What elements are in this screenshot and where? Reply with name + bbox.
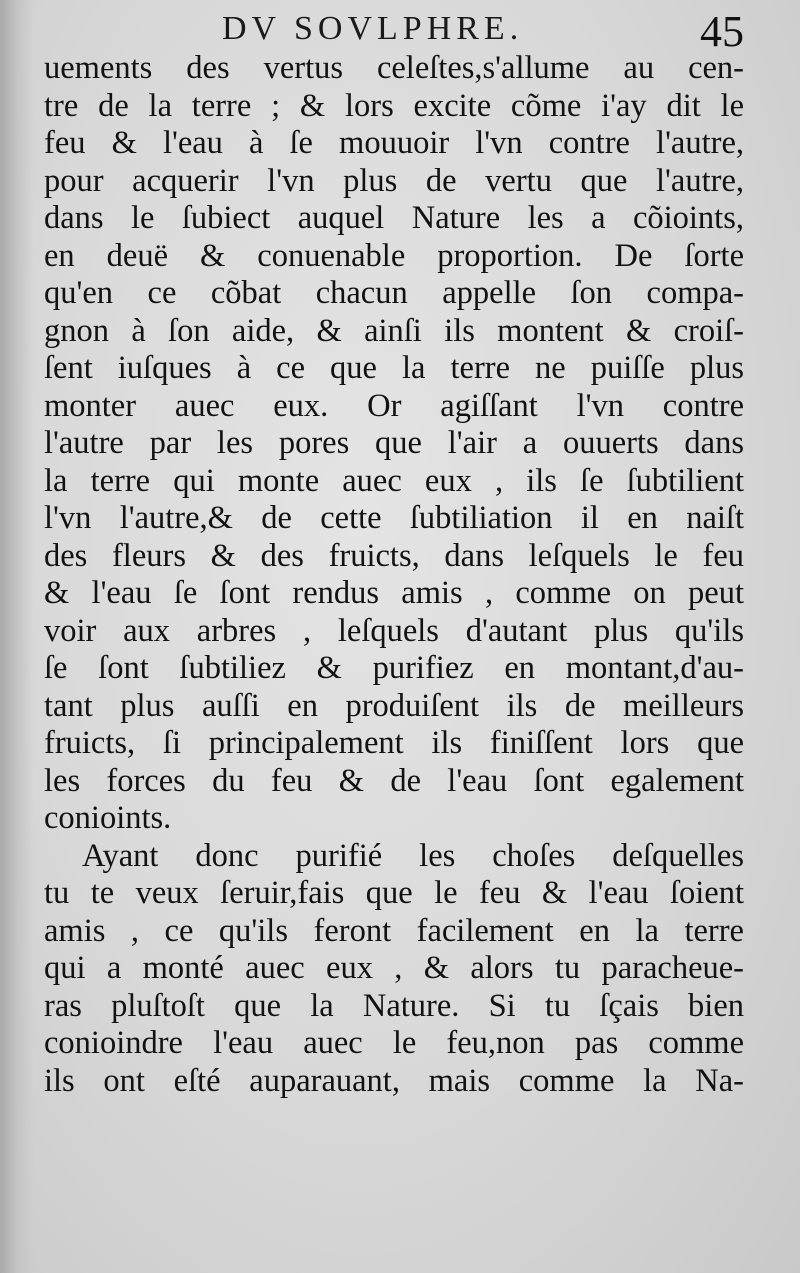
text-line: qu'en ce cõbat chacun appelle ſon compa- [44, 275, 744, 311]
text-line: ils ont eſté auparauant, mais comme la Na- [44, 1062, 744, 1099]
text-line: qui a monté auec eux , & alors tu paracheue- [44, 950, 744, 986]
paragraph-start-line: Ayant donc purifié les choſes deſquelles [82, 837, 744, 874]
text-line: en deuë & conuenable proportion. De ſorte [44, 237, 744, 274]
text-line: ras pluſtoſt que la Nature. Si tu ſçais bien [44, 987, 744, 1024]
text-line: des fleurs & des fruicts, dans leſquels le feu [44, 537, 744, 574]
text-line: monter auec eux. Or agiſſant l'vn contre [44, 387, 744, 424]
text-line: & l'eau ſe ſont rendus amis , comme on peut [44, 575, 744, 611]
text-line: feu & l'eau à ſe mouuoir l'vn contre l'autre, [44, 125, 744, 161]
text-line: pour acquerir l'vn plus de vertu que l'autre, [44, 162, 744, 199]
text-line: la terre qui monte auec eux , ils ſe ſubtilient [44, 462, 744, 499]
text-line: dans le ſubiect auquel Nature les a cõioints, [44, 200, 744, 236]
text-line: gnon à ſon aide, & ainſi ils montent & croiſ- [44, 312, 744, 349]
text-line: conioindre l'eau auec le feu,non pas comme [44, 1025, 744, 1061]
text-line: tu te veux ſeruir,fais que le feu & l'eau ſoient [44, 875, 744, 911]
paragraph-end-line: conioints. [44, 800, 172, 836]
text-line: fruicts, ſi principalement ils finiſſent lors que [44, 725, 744, 761]
text-line: voir aux arbres , leſquels d'autant plus qu'ils [44, 612, 744, 649]
text-line: ſent iuſques à ce que la terre ne puiſſe plus [44, 350, 744, 386]
text-line: amis , ce qu'ils feront facilement en la terre [44, 912, 744, 949]
text-line: ſe ſont ſubtiliez & purifiez en montant,d'au- [44, 650, 744, 686]
running-head: DV SOVLPHRE. [222, 10, 524, 47]
page-number: 45 [700, 7, 744, 56]
text-line: tre de la terre ; & lors excite cõme i'ay dit le [44, 87, 744, 124]
text-line: les forces du feu & de l'eau ſont egalement [44, 762, 744, 799]
text-line: l'autre par les pores que l'air a ouuerts dans [44, 425, 744, 461]
page-gutter-shadow [0, 0, 34, 1273]
page-header [0, 6, 800, 54]
text-line: uements des vertus celeſtes,s'allume au cen- [44, 50, 744, 86]
text-body [44, 50, 744, 1100]
text-line: l'vn l'autre,& de cette ſubtiliation il en naiſt [44, 500, 744, 536]
text-line: tant plus auſſi en produiſent ils de meilleurs [44, 687, 744, 724]
